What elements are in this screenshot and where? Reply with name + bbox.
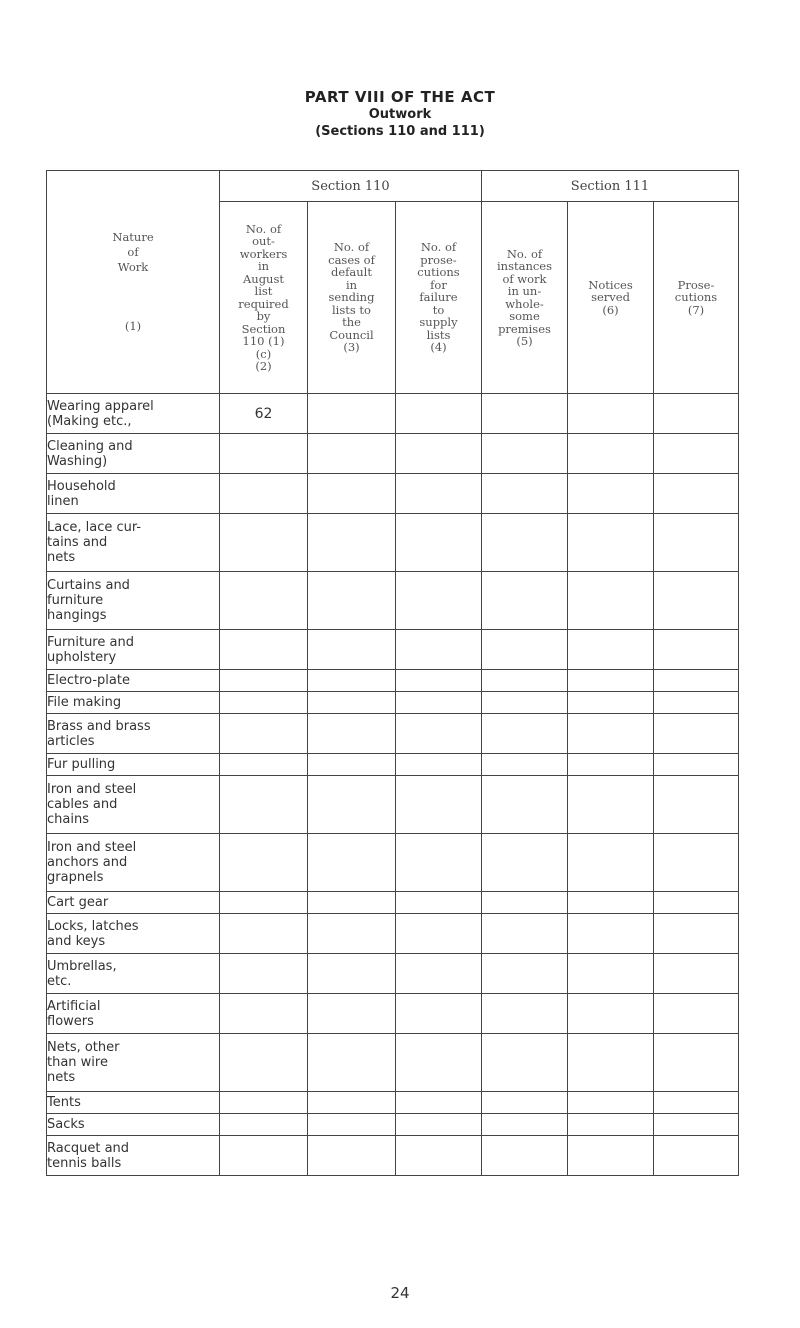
value-cell (396, 630, 482, 670)
value-cell (396, 434, 482, 474)
value-cell (308, 1136, 396, 1176)
value-cell (654, 434, 739, 474)
table-row (47, 572, 739, 630)
value-cell (220, 954, 308, 994)
value-cell (568, 714, 654, 754)
value-cell (220, 1114, 308, 1136)
value-cell (568, 1114, 654, 1136)
table-row (47, 914, 739, 954)
value-cell (220, 572, 308, 630)
section-header-row (47, 171, 739, 202)
value-cell (396, 1092, 482, 1114)
value-cell (654, 954, 739, 994)
value-cell (568, 914, 654, 954)
value-cell (220, 692, 308, 714)
value-cell (482, 1136, 568, 1176)
value-cell (396, 714, 482, 754)
value-cell (568, 670, 654, 692)
table-row (47, 1092, 739, 1114)
value-cell (308, 1034, 396, 1092)
value-cell (482, 1092, 568, 1114)
work-type-label: Racquet and tennis balls (47, 1136, 220, 1176)
value-cell (654, 514, 739, 572)
value-cell (308, 714, 396, 754)
value-cell (482, 754, 568, 776)
value-cell (308, 434, 396, 474)
table-row (47, 892, 739, 914)
value-cell (654, 1114, 739, 1136)
value-cell (568, 994, 654, 1034)
value-cell (220, 776, 308, 834)
notices-served-header: Notices served (6) (568, 202, 654, 394)
page-subtitle: Outwork (368, 107, 432, 122)
work-type-label: Curtains and furniture hangings (47, 572, 220, 630)
value-cell (220, 892, 308, 914)
table-row (47, 754, 739, 776)
value-cell (654, 892, 739, 914)
value-cell (482, 714, 568, 754)
value-cell (396, 474, 482, 514)
value-cell (482, 1034, 568, 1092)
value-cell (568, 474, 654, 514)
value-cell (654, 692, 739, 714)
value-cell (308, 394, 396, 434)
value-cell (396, 514, 482, 572)
table-row (47, 776, 739, 834)
work-type-label: Iron and steel cables and chains (47, 776, 220, 834)
table-row (47, 670, 739, 692)
value-cell (396, 994, 482, 1034)
value-cell (220, 514, 308, 572)
work-type-label: Umbrellas, etc. (47, 954, 220, 994)
sections-reference: (Sections 110 and 111) (315, 124, 485, 139)
value-cell (654, 1092, 739, 1114)
value-cell (568, 1034, 654, 1092)
value-cell (220, 1034, 308, 1092)
value-cell (396, 1114, 482, 1136)
work-type-label: Furniture and upholstery (47, 630, 220, 670)
value-cell (568, 1092, 654, 1114)
value-cell (308, 834, 396, 892)
value-cell (308, 892, 396, 914)
table-row (47, 394, 739, 434)
table-row (47, 692, 739, 714)
value-cell (568, 434, 654, 474)
work-type-label: Artificial flowers (47, 994, 220, 1034)
value-cell (568, 572, 654, 630)
value-cell (308, 776, 396, 834)
value-cell (396, 776, 482, 834)
section-110-header: Section 110 (220, 171, 482, 202)
default-cases-header: No. of cases of default in sending lists to the Council (3) (308, 202, 396, 394)
value-cell (308, 670, 396, 692)
table-row (47, 514, 739, 572)
page-number: 24 (390, 1284, 410, 1302)
work-type-label: Household linen (47, 474, 220, 514)
value-cell (482, 630, 568, 670)
value-cell (568, 834, 654, 892)
value-cell (568, 692, 654, 714)
value-cell (654, 572, 739, 630)
value-cell: 62 (220, 394, 308, 434)
value-cell (568, 1136, 654, 1176)
value-cell (308, 994, 396, 1034)
value-cell (654, 914, 739, 954)
work-type-label: Tents (47, 1092, 220, 1114)
work-type-label: Locks, latches and keys (47, 914, 220, 954)
section-111-header: Section 111 (482, 171, 739, 202)
work-type-label: Wearing apparel (Making etc., (47, 394, 220, 434)
work-type-label: Electro-plate (47, 670, 220, 692)
value-cell (482, 892, 568, 914)
value-cell (396, 1136, 482, 1176)
value-cell (396, 572, 482, 630)
value-cell (308, 1114, 396, 1136)
value-cell (396, 914, 482, 954)
value-cell (482, 954, 568, 994)
nature-of-work-header: Nature of Work (1) (47, 171, 220, 394)
value-cell (654, 834, 739, 892)
value-cell (396, 394, 482, 434)
value-cell (482, 994, 568, 1034)
value-cell (654, 1136, 739, 1176)
value-cell (396, 954, 482, 994)
value-cell (482, 572, 568, 630)
value-cell (482, 914, 568, 954)
value-cell (220, 434, 308, 474)
work-type-label: Nets, other than wire nets (47, 1034, 220, 1092)
outwork-table (46, 170, 739, 1176)
value-cell (308, 630, 396, 670)
page-title: PART VIII OF THE ACT (304, 88, 496, 106)
value-cell (308, 914, 396, 954)
value-cell (654, 670, 739, 692)
work-type-label: Brass and brass articles (47, 714, 220, 754)
value-cell (220, 914, 308, 954)
table-body (47, 394, 739, 1176)
table-row (47, 994, 739, 1034)
table-row (47, 630, 739, 670)
value-cell (568, 954, 654, 994)
value-cell (308, 692, 396, 714)
value-cell (482, 692, 568, 714)
table-row (47, 1136, 739, 1176)
value-cell (308, 754, 396, 776)
value-cell (396, 1034, 482, 1092)
value-cell (308, 474, 396, 514)
value-cell (482, 1114, 568, 1136)
value-cell (654, 754, 739, 776)
table-row (47, 714, 739, 754)
value-cell (654, 394, 739, 434)
value-cell (654, 630, 739, 670)
value-cell (396, 834, 482, 892)
value-cell (482, 474, 568, 514)
work-type-label: Cleaning and Washing) (47, 434, 220, 474)
prosecutions-failure-header: No. of prose- cutions for failure to supply lists (4) (396, 202, 482, 394)
value-cell (654, 1034, 739, 1092)
value-cell (396, 670, 482, 692)
work-type-label: Sacks (47, 1114, 220, 1136)
work-type-label: Iron and steel anchors and grapnels (47, 834, 220, 892)
value-cell (568, 630, 654, 670)
value-cell (654, 994, 739, 1034)
work-type-label: Lace, lace cur- tains and nets (47, 514, 220, 572)
value-cell (482, 670, 568, 692)
value-cell (220, 670, 308, 692)
value-cell (482, 514, 568, 572)
value-cell (220, 1092, 308, 1114)
page-header (0, 88, 800, 140)
table-row (47, 474, 739, 514)
prosecutions-header: Prose- cutions (7) (654, 202, 739, 394)
unwholesome-premises-header: No. of instances of work in un- whole- some premises (5) (482, 202, 568, 394)
table-row (47, 1114, 739, 1136)
value-cell (396, 692, 482, 714)
value-cell (568, 394, 654, 434)
value-cell (308, 572, 396, 630)
value-cell (396, 754, 482, 776)
value-cell (220, 714, 308, 754)
work-type-label: File making (47, 692, 220, 714)
outworkers-count-header: No. of out- workers in August list required by Section 110 (1) (c) (2) (220, 202, 308, 394)
table-row (47, 434, 739, 474)
value-cell (220, 630, 308, 670)
value-cell (482, 776, 568, 834)
work-type-label: Fur pulling (47, 754, 220, 776)
value-cell (308, 954, 396, 994)
value-cell (568, 776, 654, 834)
value-cell (654, 776, 739, 834)
value-cell (654, 474, 739, 514)
value-cell (396, 892, 482, 914)
value-cell (308, 1092, 396, 1114)
value-cell (308, 514, 396, 572)
value-cell (568, 514, 654, 572)
value-cell (482, 394, 568, 434)
value-cell (220, 474, 308, 514)
value-cell (220, 834, 308, 892)
value-cell (482, 834, 568, 892)
value-cell (568, 892, 654, 914)
table-row (47, 1034, 739, 1092)
value-cell (654, 714, 739, 754)
table-row (47, 954, 739, 994)
value-cell (568, 754, 654, 776)
value-cell (220, 994, 308, 1034)
value-cell (220, 1136, 308, 1176)
work-type-label: Cart gear (47, 892, 220, 914)
value-cell (220, 754, 308, 776)
table-row (47, 834, 739, 892)
value-cell (482, 434, 568, 474)
